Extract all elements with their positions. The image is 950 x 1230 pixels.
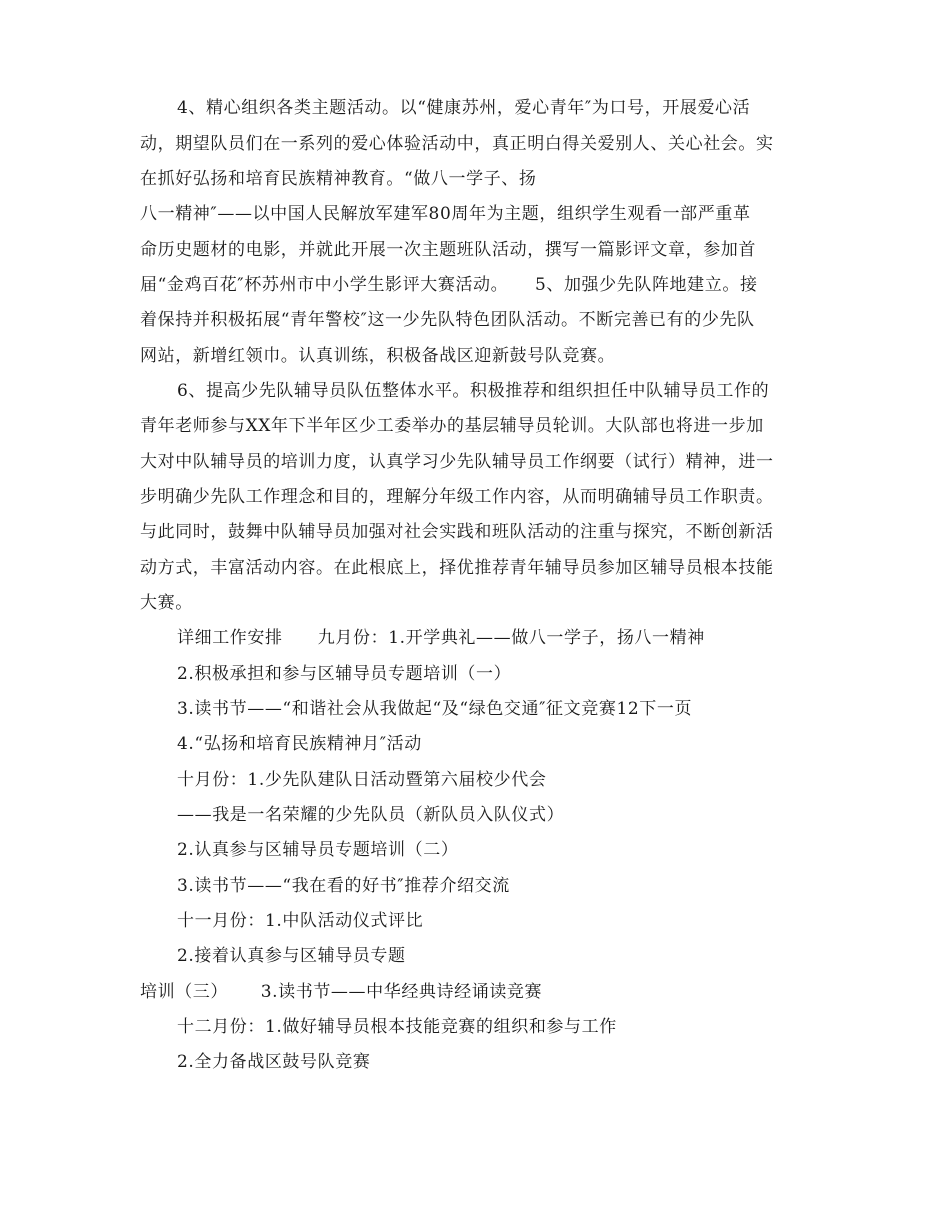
schedule-line: 十一月份：1.中队活动仪式评比 [177,911,424,931]
schedule-line: 2.认真参与区辅导员专题培训（二） [177,840,459,860]
schedule-line: 2.接着认真参与区辅导员专题 [177,946,406,966]
schedule-line: 4.“弘扬和培育民族精神月″活动 [177,734,422,754]
paragraph-line: 青年老师参与XX年下半年区少工委举办的基层辅导员轮训。大队部也将进一步加 [140,416,764,436]
paragraph-line: 4、精心组织各类主题活动。以“健康苏州，爱心青年″为口号，开展爱心活 [177,98,751,118]
schedule-line: 2.全力备战区鼓号队竞赛 [177,1052,371,1072]
paragraph-line: 在抓好弘扬和培育民族精神教育。“做八一学子、扬 [140,169,537,189]
paragraph-line: 网站，新增红领巾。认真训练，积极备战区迎新鼓号队竞赛。 [140,346,616,366]
schedule-line: 3.读书节——“和谐社会从我做起“及“绿色交通″征文竞赛12下一页 [177,699,693,719]
paragraph-line: 命历史题材的电影，并就此开展一次主题班队活动，撰写一篇影评文章，参加首 [140,240,756,260]
paragraph-line: 步明确少先队工作理念和目的，理解分年级工作内容，从而明确辅导员工作职责。 [140,487,774,507]
paragraph-line: 大对中队辅导员的培训力度，认真学习少先队辅导员工作纲要（试行）精神，进一 [140,452,774,472]
schedule-line: 十月份：1.少先队建队日活动暨第六届校少代会 [177,770,547,790]
paragraph-line: 动方式，丰富活动内容。在此根底上，择优推荐青年辅导员参加区辅导员根本技能 [140,558,774,578]
paragraph-line: 与此同时，鼓舞中队辅导员加强对社会实践和班队活动的注重与探究，不断创新活 [140,522,774,542]
paragraph-line: 届“金鸡百花″杯苏州市中小学生影评大赛活动。 5、加强少先队阵地建立。接 [140,275,758,295]
schedule-line: 十二月份：1.做好辅导员根本技能竞赛的组织和参与工作 [177,1017,617,1037]
paragraph-line: 着保持并积极拓展“青年警校″这一少先队特色团队活动。不断完善已有的少先队 [140,310,755,330]
schedule-line: ——我是一名荣耀的少先队员（新队员入队仪式） [177,805,565,825]
paragraph-line: 6、提高少先队辅导员队伍整体水平。积极推荐和组织担任中队辅导员工作的 [177,381,770,401]
paragraph-line: 八一精神″——以中国人民解放军建军80周年为主题，组织学生观看一部严重革 [140,204,751,224]
schedule-line: 详细工作安排 九月份：1.开学典礼——做八一学子，扬八一精神 [177,628,705,648]
schedule-line: 培训（三） 3.读书节——中华经典诗经诵读竞赛 [140,982,543,1002]
schedule-line: 2.积极承担和参与区辅导员专题培训（一） [177,664,512,684]
schedule-line: 3.读书节——“我在看的好书″推荐介绍交流 [177,876,510,896]
paragraph-line: 动，期望队员们在一系列的爱心体验活动中，真正明白得关爱别人、关心社会。实 [140,134,774,154]
paragraph-line: 大赛。 [140,593,193,613]
